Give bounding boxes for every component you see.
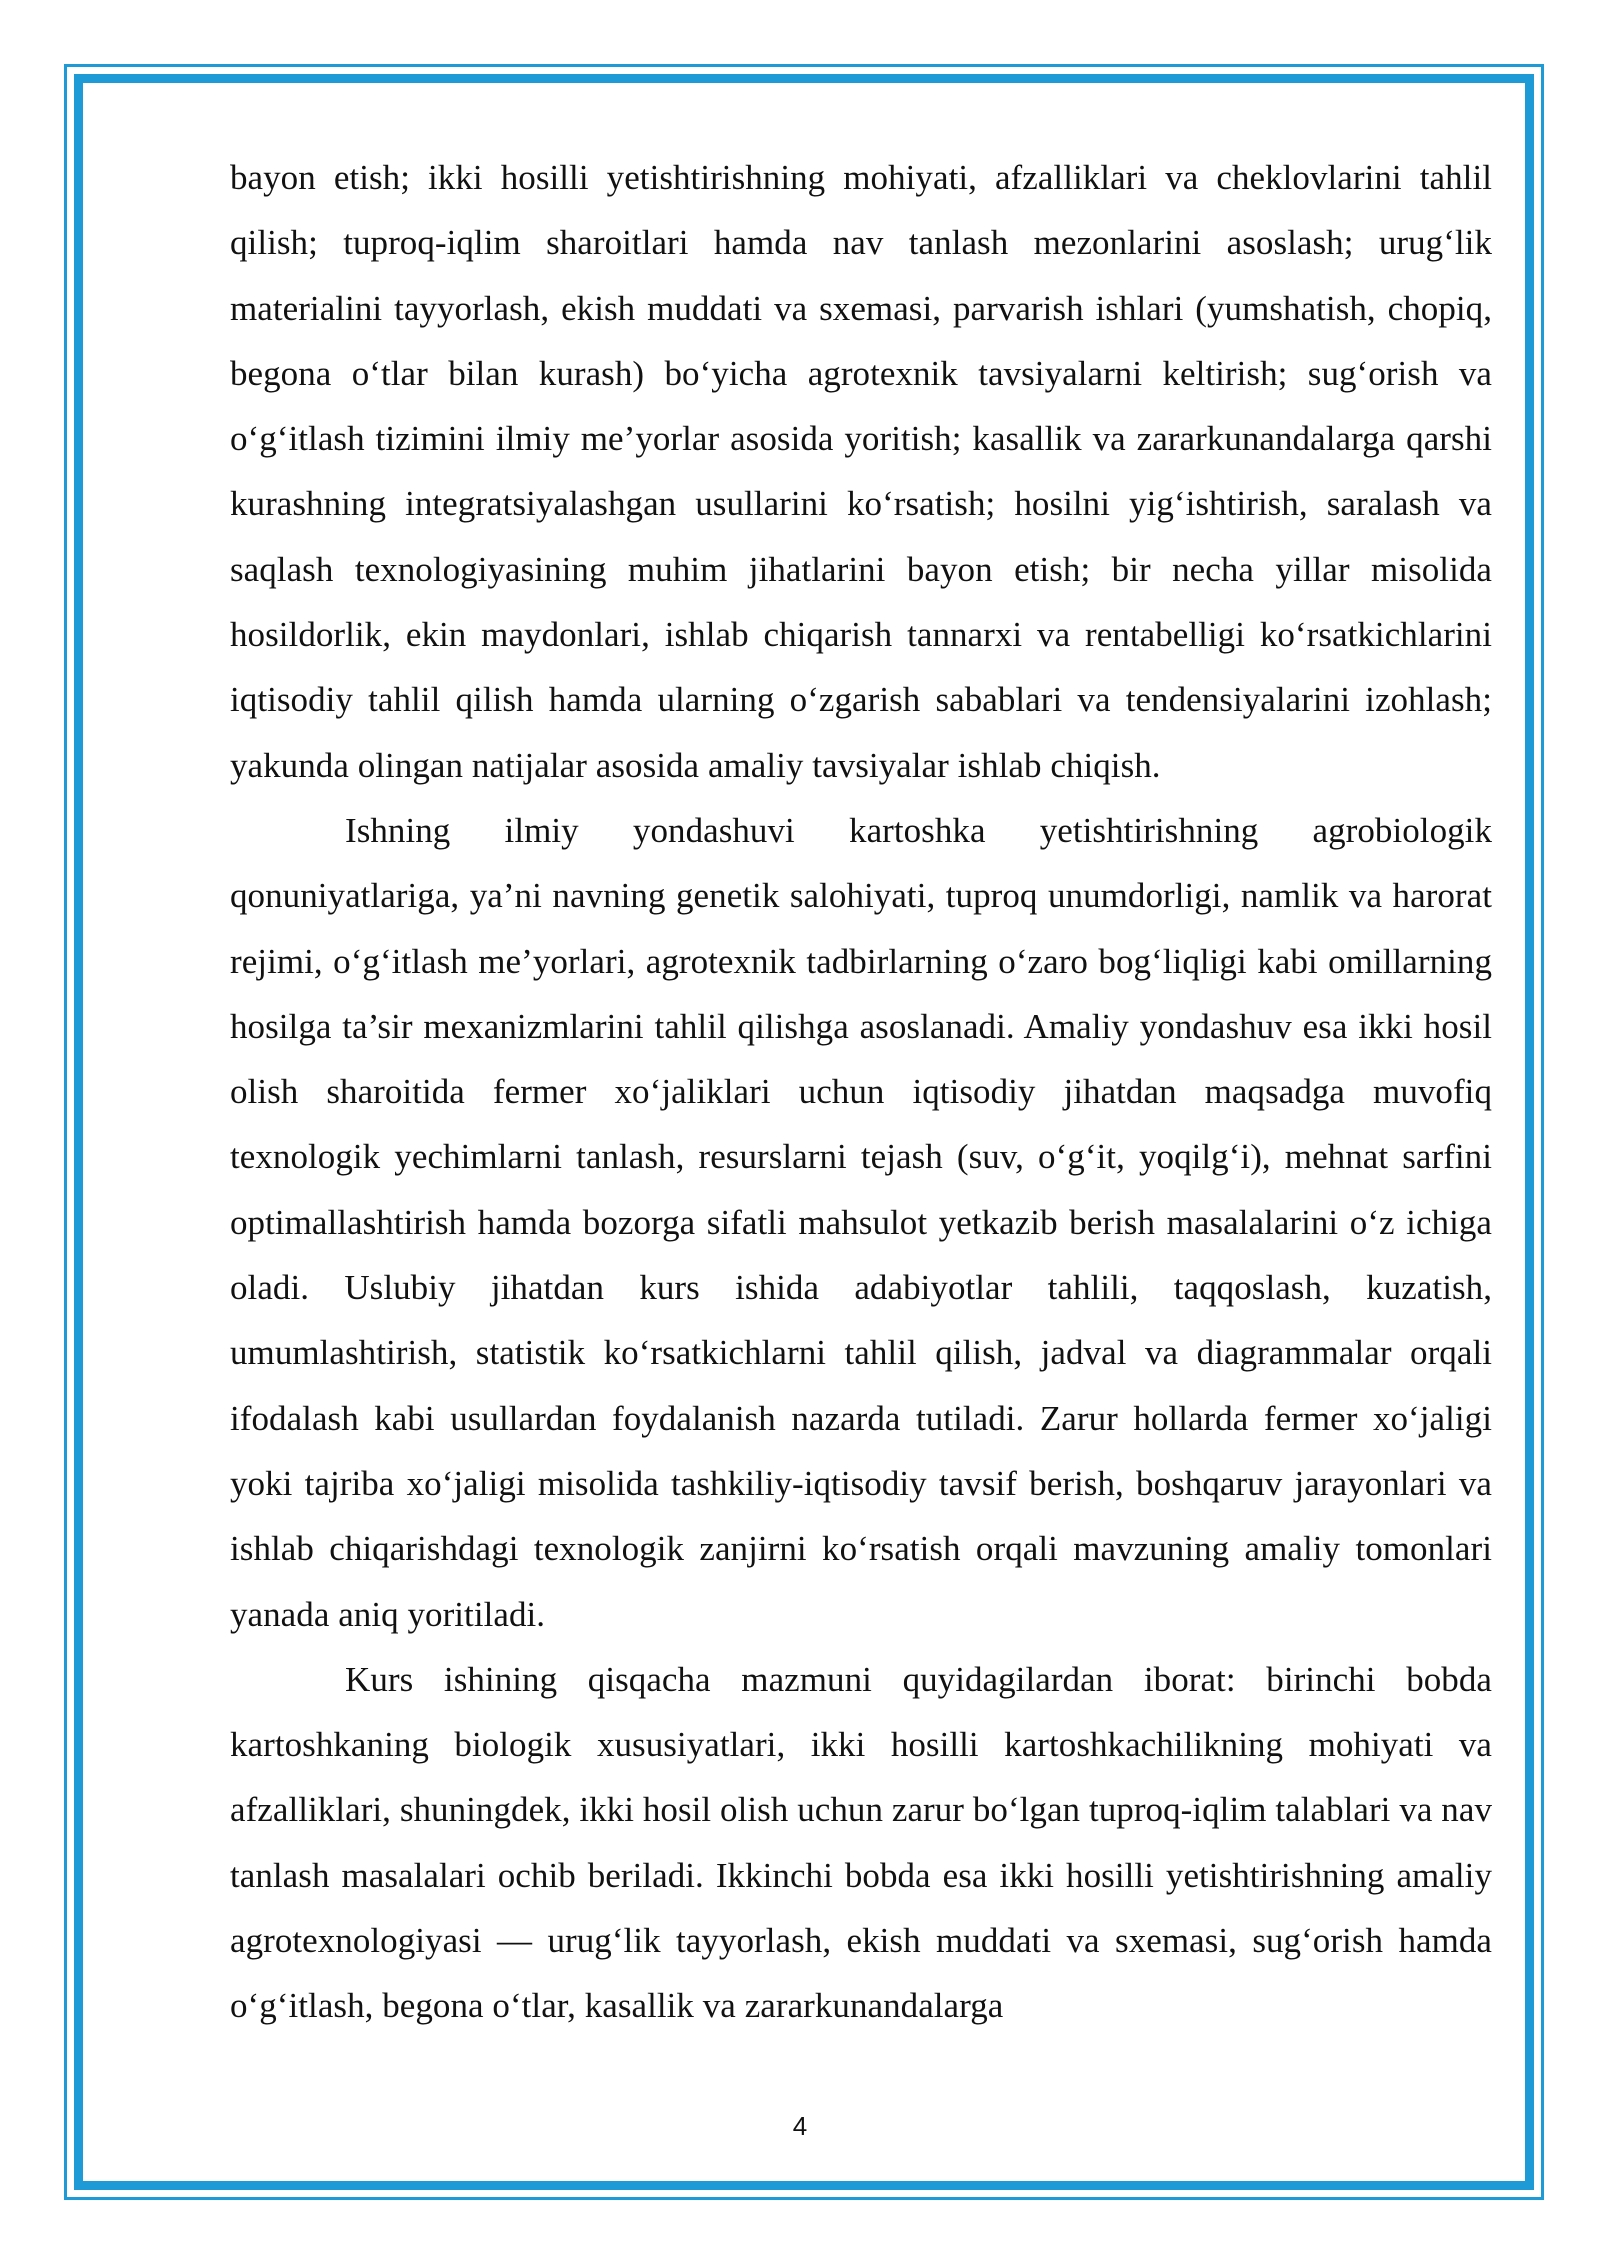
- paragraph-continued: bayon etish; ikki hosilli yetishtirishning mohiyati, afzalliklari va cheklovlarini tahlil qilish; tuproq-iqlim sharoitlari hamda nav tanlash mezonlarini asoslash; urug‘lik materialini tayyorlash, ekish muddati va sxemasi, parvarish ishlari (yumshatish, chopiq, begona o‘tlar bilan kurash) bo‘yicha agrotexnik tavsiyalarni keltirish; sug‘orish va o‘g‘itlash tizimini ilmiy me’yorlar asosida yoritish; kasallik va zararkunandalarga qarshi kurashning integratsiyalashgan usullarini ko‘rsatish; hosilni yig‘ishtirish, saralash va saqlash texnologiyasining muhim jihatlarini bayon etish; bir necha yillar misolida hosildorlik, ekin maydonlari, ishlab chiqarish tannarxi va rentabelligi ko‘rsatkichlarini iqtisodiy tahlil qilish hamda ularning o‘zgarish sabablari va tendensiyalarini izohlash; yakunda olingan natijalar asosida amaliy tavsiyalar ishlab chiqish.: [230, 158, 1492, 785]
- paragraph-summary: Kurs ishining qisqacha mazmuni quyidagilardan iborat: birinchi bobda kartoshkaning biologik xususiyatlari, ikki hosilli kartoshkachilikning mohiyati va afzalliklari, shuningdek, ikki hosil olish uchun zarur bo‘lgan tuproq-iqlim talablari va nav tanlash masalalari ochib beriladi. Ikkinchi bobda esa ikki hosilli yetishtirishning amaliy agrotexnologiyasi — urug‘lik tayyorlash, ekish muddati va sxemasi, sug‘orish hamda o‘g‘itlash, begona o‘tlar, kasallik va zararkunandalarga: [230, 1659, 1492, 2026]
- body-text: [230, 145, 1492, 2039]
- paragraph-methodology: Ishning ilmiy yondashuvi kartoshka yetishtirishning agrobiologik qonuniyatlariga, ya’ni navning genetik salohiyati, tuproq unumdorligi, namlik va harorat rejimi, o‘g‘itlash me’yorlari, agrotexnik tadbirlarning o‘zaro bog‘liqligi kabi omillarning hosilga ta’sir mexanizmlarini tahlil qilishga asoslanadi. Amaliy yondashuv esa ikki hosil olish sharoitida fermer xo‘jaliklari uchun iqtisodiy jihatdan maqsadga muvofiq texnologik yechimlarni tanlash, resurslarni tejash (suv, o‘g‘it, yoqilg‘i), mehnat sarfini optimallashtirish hamda bozorga sifatli mahsulot yetkazib berish masalalarini o‘z ichiga oladi. Uslubiy jihatdan kurs ishida adabiyotlar tahlili, taqqoslash, kuzatish, umumlashtirish, statistik ko‘rsatkichlarni tahlil qilish, jadval va diagrammalar orqali ifodalash kabi usullardan foydalanish nazarda tutiladi. Zarur hollarda fermer xo‘jaligi yoki tajriba xo‘jaligi misolida tashkiliy-iqtisodiy tavsif berish, boshqaruv jarayonlari va ishlab chiqarishdagi texnologik zanjirni ko‘rsatish orqali mavzuning amaliy tomonlari yanada aniq yoritiladi.: [230, 810, 1492, 1634]
- page-number: 4: [792, 2111, 808, 2141]
